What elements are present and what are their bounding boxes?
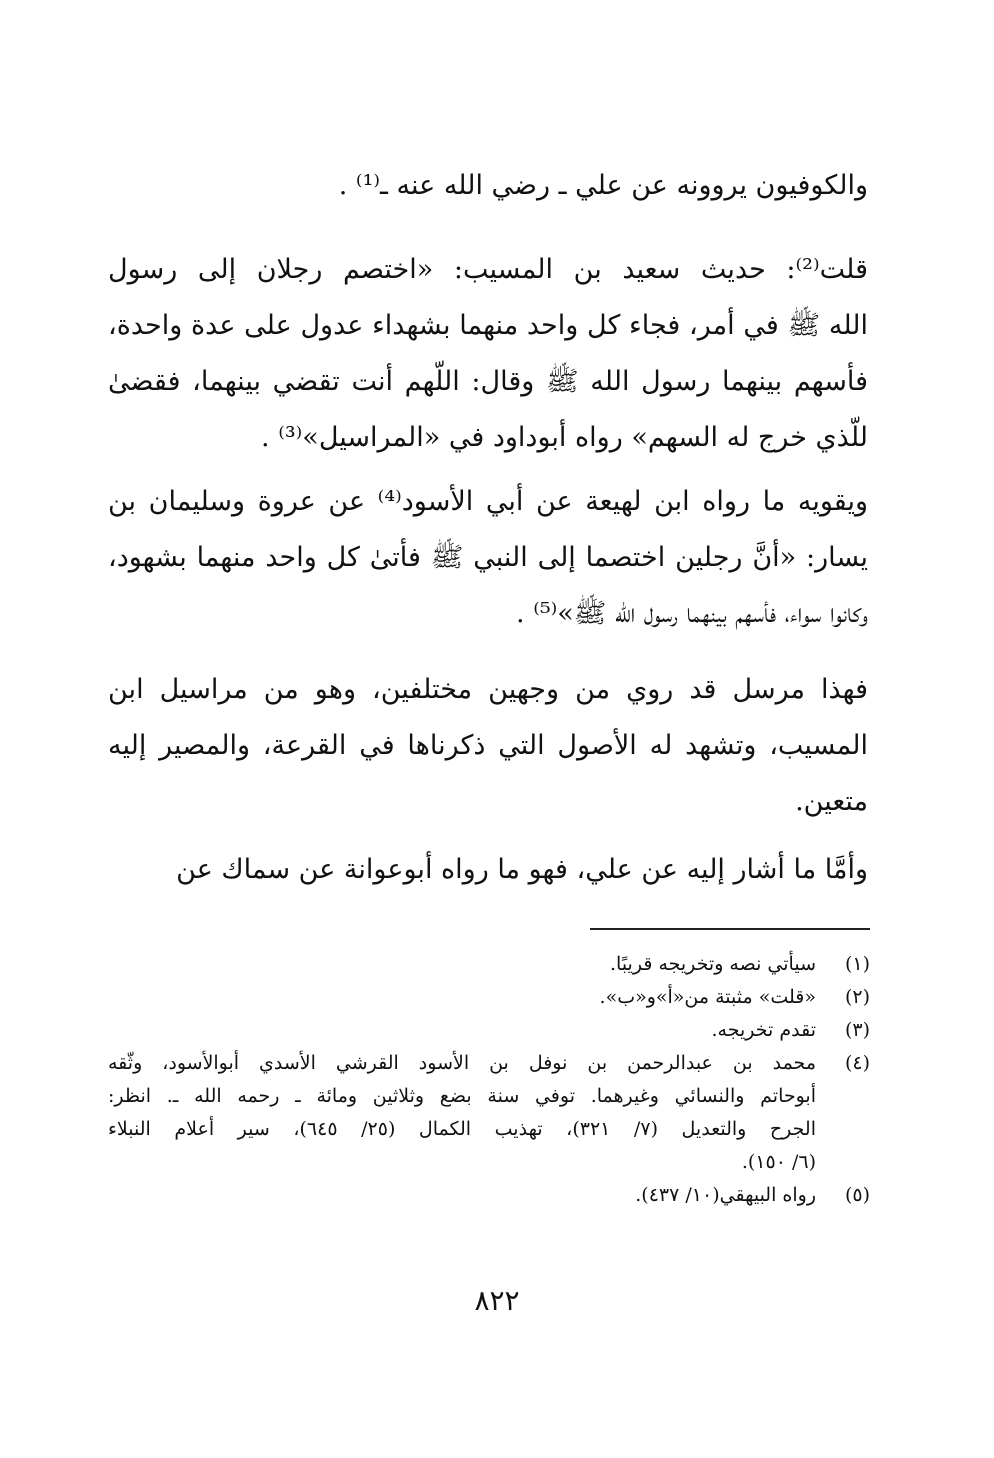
paragraph-line: يسار: «أنَّ رجلين اختصما إلى النبي ﷺ فأتىٰ كل واحد منهما بشهود، <box>108 542 868 573</box>
paragraph-3 <box>108 474 868 642</box>
paragraph-5 <box>108 842 868 898</box>
footnote-text: الجرح والتعديل (٧/ ٣٢١)، تهذيب الكمال (٢٥/ ٦٤٥)، سير أعلام النبلاء <box>108 1118 816 1140</box>
footnote-2 <box>108 981 870 1014</box>
footnote-number: (٣) <box>844 1019 870 1041</box>
paragraph-1 <box>108 158 868 214</box>
footnote-number: (٢) <box>844 986 870 1008</box>
paragraph-line: وأمَّا ما أشار إليه عن علي، فهو ما رواه أبوعوانة عن سماك عن <box>176 854 868 885</box>
paragraph-line: متعين. <box>795 786 868 817</box>
footnote-4 <box>108 1047 870 1179</box>
footnote-text: أبوحاتم والنسائي وغيرهما. توفي سنة بضع وثلاثين ومائة ـ رحمه الله ـ. انظر: <box>108 1085 816 1107</box>
paragraph-line: قلت⁽²⁾: حديث سعيد بن المسيب: «اختصم رجلان إلى رسول <box>108 254 868 285</box>
paragraph-4 <box>108 662 868 830</box>
paragraph-line: للّذي خرج له السهم» رواه أبوداود في «المراسيل»⁽³⁾ . <box>261 422 868 453</box>
footnote-text: رواه البيهقي(١٠/ ٤٣٧). <box>635 1184 816 1206</box>
footnote-text: (٦/ ١٥٠). <box>741 1151 816 1173</box>
footnote-text: محمد بن عبدالرحمن بن نوفل بن الأسود القرشي الأسدي أبوالأسود، وثّقه <box>108 1052 816 1074</box>
paragraph-line: والكوفيون يروونه عن علي ـ رضي الله عنه ـ⁽¹⁾ . <box>338 170 868 201</box>
footnote-text: «قلت» مثبتة من«أ»و«ب». <box>599 986 816 1008</box>
paragraph-line: فهذا مرسل قد روي من وجهين مختلفين، وهو من مراسيل ابن <box>108 674 868 705</box>
footnote-3 <box>108 1014 870 1047</box>
footnote-number: (٤) <box>844 1052 870 1074</box>
paragraph-line: وكانوا سواء، فأسهم بينهما رسول الله ﷺ»⁽⁵⁾ . <box>516 598 868 629</box>
footnote-separator <box>590 928 870 930</box>
footnote-number: (١) <box>844 953 870 975</box>
footnotes <box>108 948 870 1212</box>
paragraph-line: فأسهم بينهما رسول الله ﷺ وقال: اللّهم أنت تقضي بينهما، فقضىٰ <box>108 366 868 397</box>
footnote-text: تقدم تخريجه. <box>711 1019 816 1041</box>
paragraph-2 <box>108 242 868 466</box>
footnote-1 <box>108 948 870 981</box>
footnote-text: سيأتي نصه وتخريجه قريبًا. <box>609 953 816 975</box>
paragraph-line: ويقويه ما رواه ابن لهيعة عن أبي الأسود⁽⁴⁾ عن عروة وسليمان بن <box>108 486 868 517</box>
footnote-5 <box>108 1179 870 1212</box>
paragraph-line: المسيب، وتشهد له الأصول التي ذكرناها في القرعة، والمصير إليه <box>108 730 868 761</box>
paragraph-line: الله ﷺ في أمر، فجاء كل واحد منهما بشهداء عدول على عدة واحدة، <box>108 310 868 341</box>
page-number: ٨٢٢ <box>474 1284 520 1317</box>
footnote-number: (٥) <box>844 1184 870 1206</box>
